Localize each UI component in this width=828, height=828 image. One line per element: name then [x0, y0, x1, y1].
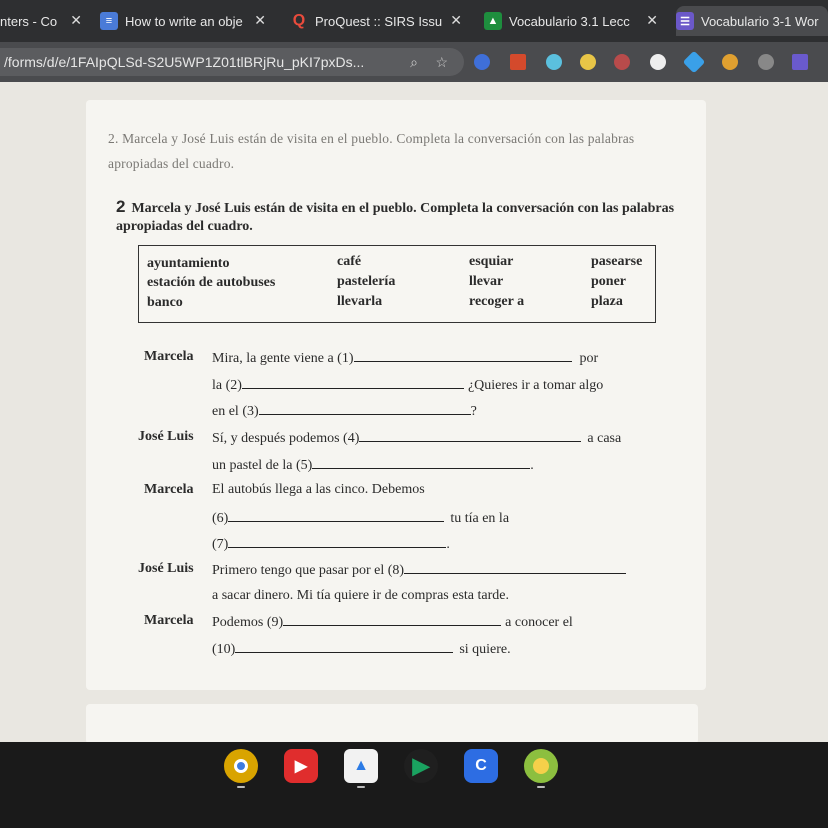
tab-label: nters - Co: [0, 13, 58, 29]
close-icon[interactable]: ✕: [646, 12, 658, 28]
blank-line: [283, 613, 501, 626]
word-bank-item: poner: [591, 274, 626, 289]
dialogue-line: la (2) ¿Quieres ir a tomar algo: [212, 378, 604, 393]
dialogue-line: (10) si quiere.: [212, 642, 511, 657]
bookmark-star-icon[interactable]: ☆: [435, 54, 448, 70]
extension-1-icon[interactable]: [474, 54, 490, 70]
running-indicator: [537, 786, 545, 788]
next-question-card: [86, 704, 698, 744]
blank-line: [404, 561, 626, 574]
running-indicator: [357, 786, 365, 788]
word-bank-item: esquiar: [469, 254, 514, 269]
running-indicator: [237, 786, 245, 788]
close-icon[interactable]: ✕: [254, 12, 266, 28]
question-text: 2. Marcela y José Luis están de visita en el pueblo. Completa la conversación con las palabras apropiadas del cuadro.: [108, 131, 635, 171]
word-bank-item: llevarla: [337, 294, 383, 309]
url-field[interactable]: [0, 48, 464, 76]
blank-line: [228, 509, 444, 522]
extension-5-icon[interactable]: [614, 54, 630, 70]
word-bank-item: café: [337, 254, 362, 269]
dialogue-line: El autobús llega a las cinco. Debemos: [212, 482, 425, 497]
classroom-icon: ▲: [484, 12, 502, 30]
blank-line: [312, 456, 530, 469]
chrome-icon[interactable]: [224, 749, 258, 783]
dialogue-line: en el (3) ?: [212, 404, 477, 419]
word-bank-item: llevar: [469, 274, 504, 289]
url-text: /forms/d/e/1FAIpQLSd-S2U5WP1Z01tlBRjRu_pKI7pxDs...: [4, 54, 365, 70]
extension-8-icon[interactable]: [722, 54, 738, 70]
extension-6-icon[interactable]: [650, 54, 666, 70]
blank-line: [259, 402, 471, 415]
forms-icon: ☰: [676, 12, 694, 30]
word-bank-box: [138, 245, 656, 323]
tab-vocabulario-lecc[interactable]: [484, 6, 662, 36]
extension-7-icon[interactable]: [683, 51, 706, 74]
blank-line: [228, 535, 446, 548]
word-bank-item: banco: [147, 295, 183, 310]
tab-label: ProQuest :: SIRS Issu: [315, 13, 443, 29]
speaker-name: Marcela: [144, 482, 194, 497]
exercise-instruction: Marcela y José Luis están de visita en el pueblo. Completa la conversación con las palabras apropiadas del cuadro.: [116, 201, 675, 234]
proquest-icon: Q: [292, 12, 306, 29]
blank-line: [359, 429, 581, 442]
extension-9-icon[interactable]: [758, 54, 774, 70]
word-bank-item: recoger a: [469, 294, 525, 309]
tab-nters[interactable]: [0, 6, 86, 36]
speaker-name: Marcela: [144, 349, 194, 364]
gallery-icon[interactable]: [524, 749, 558, 783]
speaker-name: José Luis: [138, 561, 194, 576]
dialogue-line: Podemos (9) a conocer el: [212, 615, 573, 630]
word-bank-item: pasearse: [591, 254, 643, 269]
tab-label: Vocabulario 3-1 Wor: [701, 13, 819, 29]
docs-icon: ≡: [100, 12, 118, 30]
address-bar-area: [0, 42, 828, 82]
close-icon[interactable]: ✕: [450, 12, 462, 28]
search-icon[interactable]: ⌕: [410, 54, 418, 70]
close-icon[interactable]: ✕: [70, 12, 82, 28]
extension-4-icon[interactable]: [580, 54, 596, 70]
tab-bar: [0, 0, 828, 42]
tab-label: Vocabulario 3.1 Lecc: [509, 13, 630, 29]
dialogue-line: (6) tu tía en la: [212, 511, 510, 526]
tab-vocabulario-wor[interactable]: [676, 6, 828, 36]
exercise-number: 2: [116, 197, 126, 216]
word-bank-item: pastelería: [337, 274, 396, 289]
speaker-name: Marcela: [144, 613, 194, 628]
book-exercise-title: [116, 198, 676, 236]
extension-3-icon[interactable]: [546, 54, 562, 70]
dialogue-line: un pastel de la (5) .: [212, 458, 534, 473]
dialogue-line: Mira, la gente viene a (1) por: [212, 351, 599, 366]
blank-line: [354, 349, 572, 362]
dialogue-line: a sacar dinero. Mi tía quiere ir de compras esta tarde.: [212, 588, 509, 603]
tab-proquest[interactable]: [290, 6, 466, 36]
word-bank-item: estación de autobuses: [147, 275, 276, 290]
drive-icon[interactable]: ▲: [344, 749, 378, 783]
word-bank-item: ayuntamiento: [147, 256, 230, 271]
dialogue-line: Sí, y después podemos (4) a casa: [212, 431, 622, 446]
blank-line: [242, 376, 464, 389]
classroom-app-icon[interactable]: C: [464, 749, 498, 783]
extension-10-icon[interactable]: [792, 54, 808, 70]
speaker-name: José Luis: [138, 429, 194, 444]
tab-label: How to write an obje: [125, 13, 243, 29]
word-bank-item: plaza: [591, 294, 623, 309]
play-store-icon[interactable]: ▶: [404, 749, 438, 783]
tab-how-to-write[interactable]: [100, 6, 270, 36]
blank-line: [235, 640, 453, 653]
dialogue-line: (7) .: [212, 537, 450, 552]
dialogue-line: Primero tengo que pasar por el (8): [212, 561, 626, 579]
youtube-icon[interactable]: ▶: [284, 749, 318, 783]
extension-2-icon[interactable]: [510, 54, 526, 70]
